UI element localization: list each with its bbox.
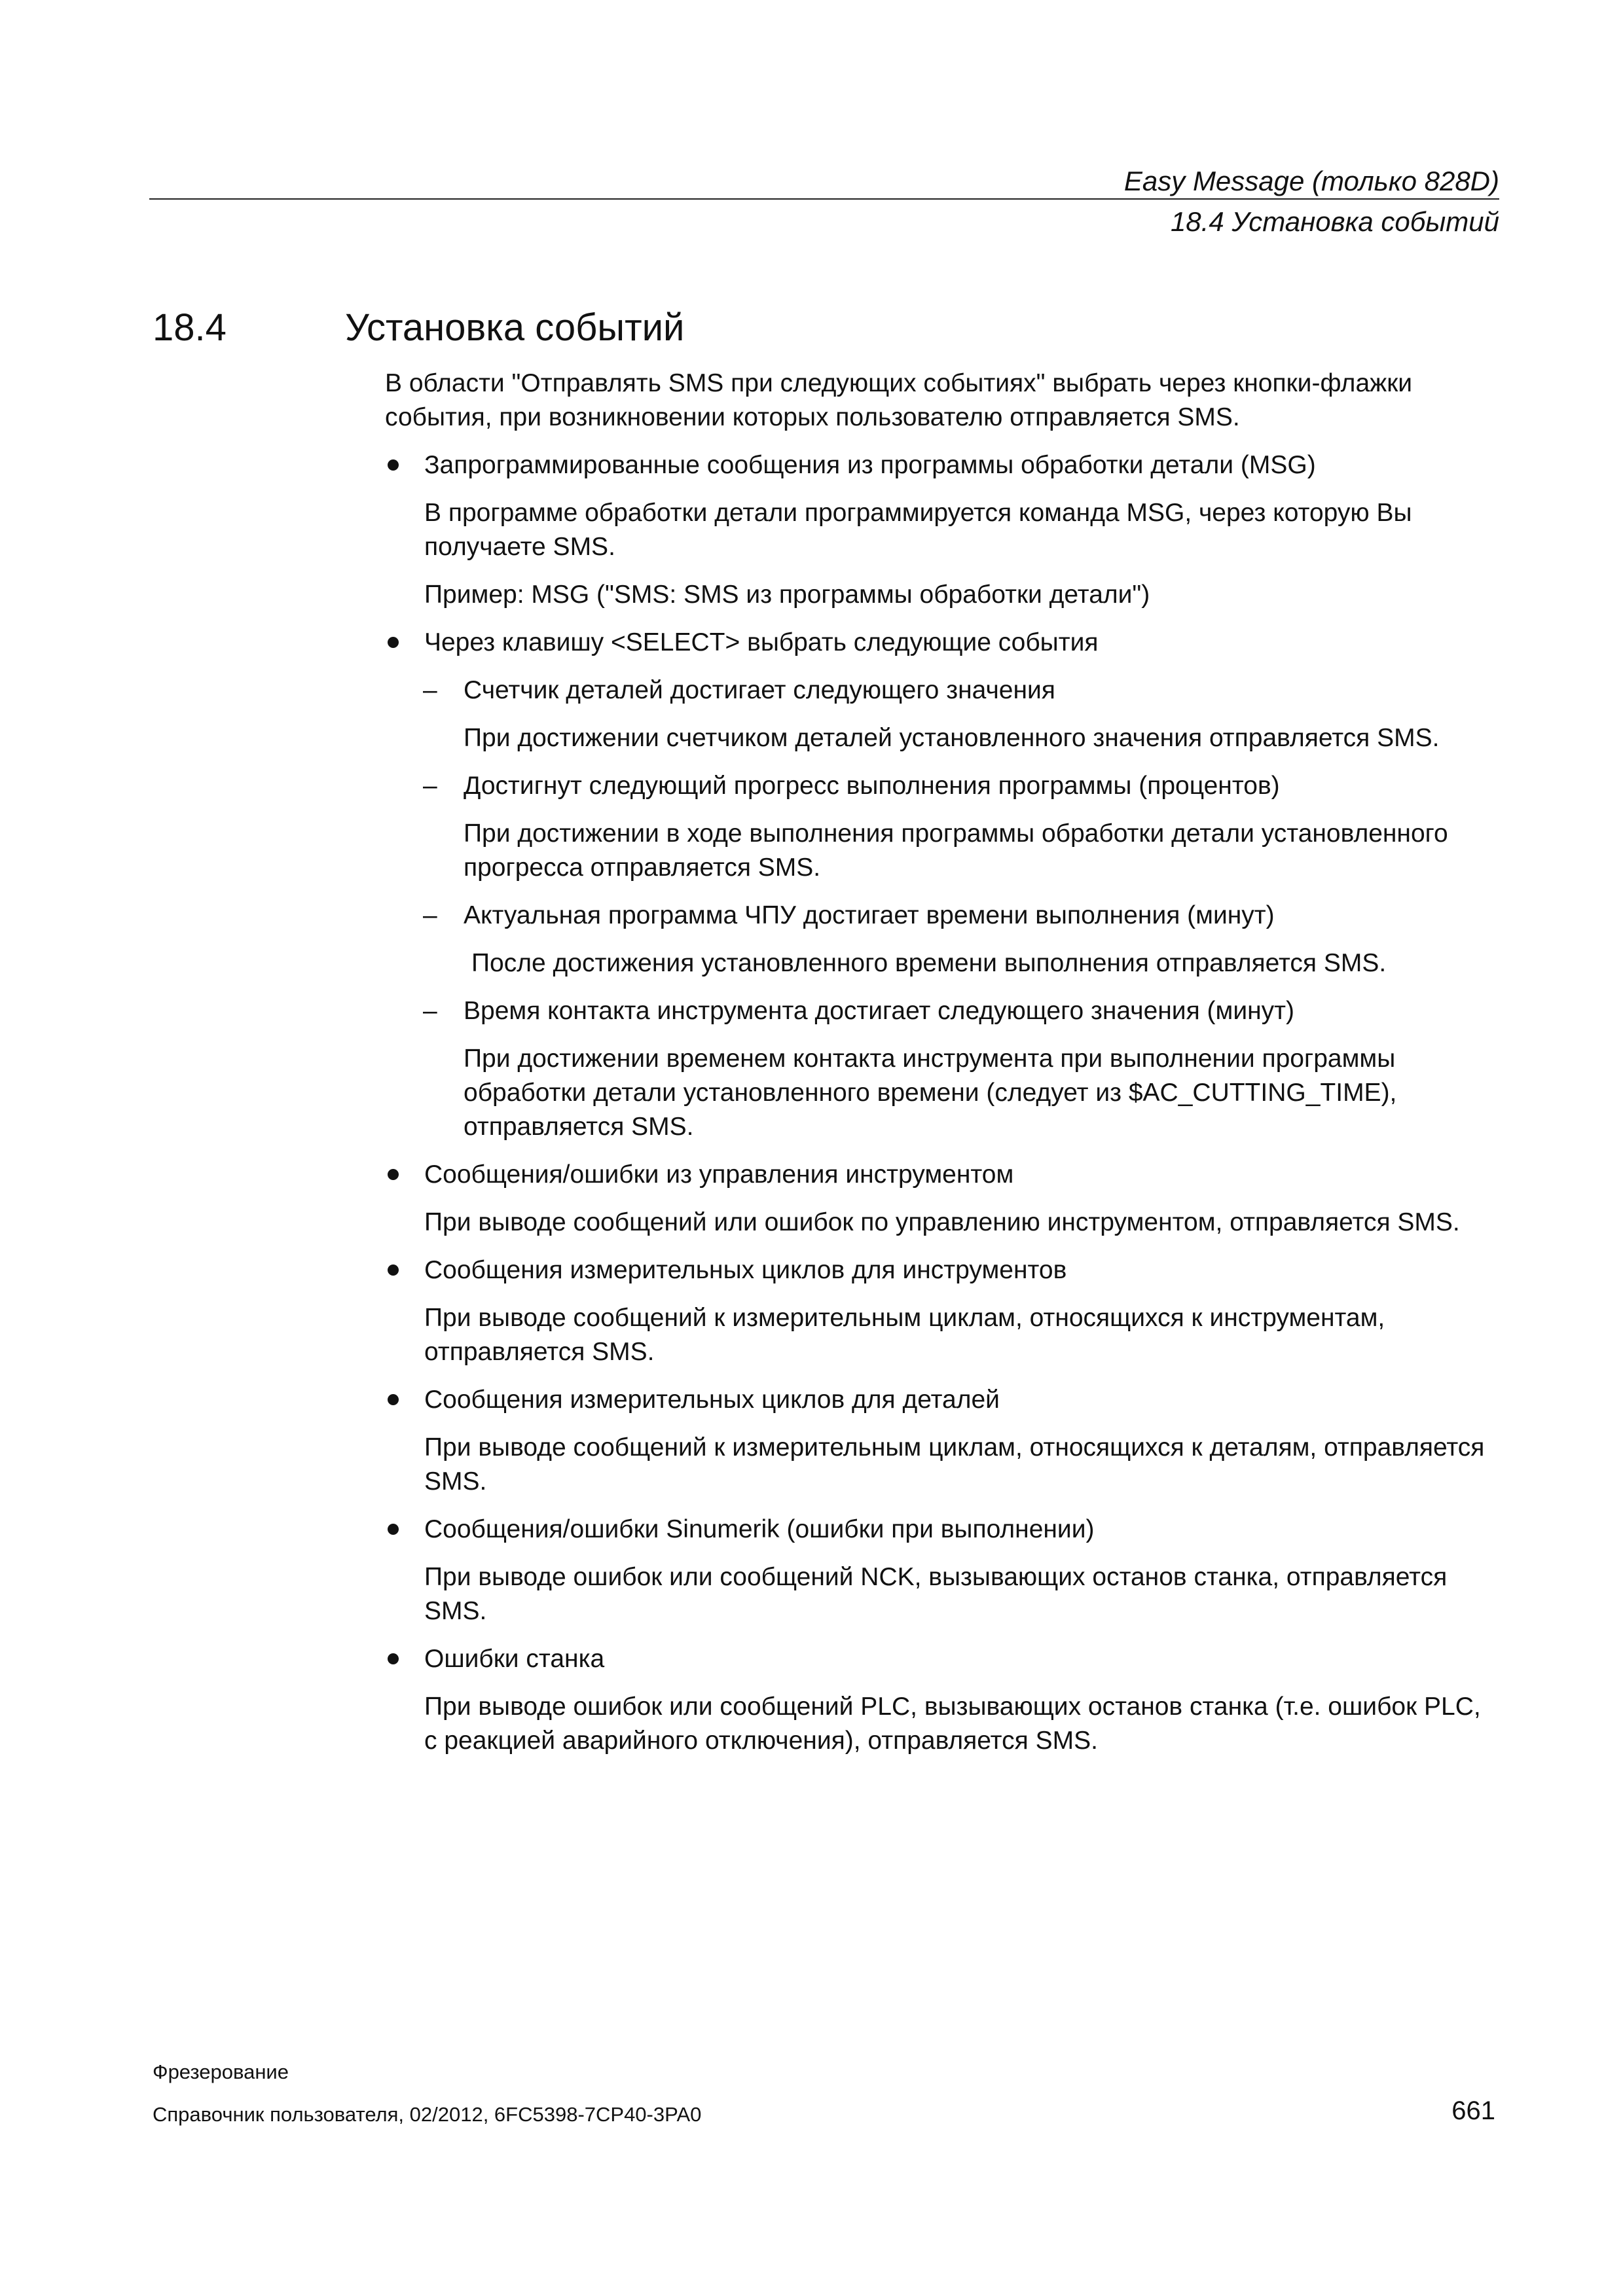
page-number: 661 (1451, 2096, 1495, 2125)
body-content (385, 367, 1498, 1772)
sub-list-item-text: При достижении в ходе выполнения программы обработки детали установленного прогресса отправляется SMS. (464, 819, 1448, 882)
list-item-label: Сообщения измерительных циклов для деталей (424, 1386, 1000, 1414)
list-item (385, 448, 1498, 482)
list-item-text: В программе обработки детали программируется команда MSG, через которую Вы получаете SMS. (424, 499, 1412, 561)
section-number: 18.4 (153, 306, 227, 349)
bullet-icon (388, 1653, 399, 1664)
list-item (385, 1253, 1498, 1287)
intro-paragraph: В области "Отправлять SMS при следующих событиях" выбрать через кнопки-флажки события, при возникновении которых пользователю отправляется SMS. (385, 369, 1413, 431)
list-item-label: Ошибки станка (424, 1645, 605, 1673)
list-item (385, 1158, 1498, 1192)
list-item-text: При выводе сообщений или ошибок по управлению инструментом, отправляется SMS. (424, 1208, 1460, 1236)
bullet-icon (388, 1169, 399, 1180)
footer-reference: Справочник пользователя, 02/2012, 6FC5398-7CP40-3PA0 (153, 2103, 702, 2126)
sub-list-item-label: Время контакта инструмента достигает следующего значения (минут) (464, 997, 1295, 1025)
sub-list-item-text: При достижении временем контакта инструмента при выполнении программы обработки детали установленного времени (следует из $AC_CUTTING_TIME), отправляется SMS. (464, 1045, 1397, 1141)
footer-book-title: Фрезерование (153, 2060, 289, 2083)
bullet-icon (388, 1394, 399, 1405)
list-item (385, 1642, 1498, 1676)
sub-list-item-text: После достижения установленного времени выполнения отправляется SMS. (471, 949, 1387, 977)
list-item-example: Пример: MSG ("SMS: SMS из программы обработки детали") (424, 581, 1150, 609)
sub-list-item-label: Актуальная программа ЧПУ достигает времени выполнения (минут) (464, 901, 1275, 929)
list-item-text: При выводе сообщений к измерительным циклам, относящихся к деталям, отправляется SMS. (424, 1433, 1485, 1496)
sub-list-item-text: При достижении счетчиком деталей установленного значения отправляется SMS. (464, 724, 1440, 752)
dash-icon: – (423, 676, 437, 704)
list-item-label: Сообщения/ошибки из управления инструментом (424, 1160, 1014, 1189)
dash-icon: – (423, 772, 437, 800)
list-item (385, 1383, 1498, 1417)
sub-list-item (385, 769, 1498, 803)
list-item (385, 1513, 1498, 1547)
list-item-label: Запрограммированные сообщения из программы обработки детали (MSG) (424, 451, 1316, 479)
dash-icon: – (423, 901, 437, 929)
section-title: Установка событий (345, 306, 685, 349)
sub-list-item-label: Достигнут следующий прогресс выполнения программы (процентов) (464, 772, 1280, 800)
list-item (385, 626, 1498, 660)
list-item-text: При выводе сообщений к измерительным циклам, относящихся к инструментам, отправляется SMS. (424, 1304, 1385, 1366)
sub-list-item (385, 673, 1498, 708)
sub-list-item (385, 899, 1498, 933)
sub-list-item (385, 994, 1498, 1028)
bullet-icon (388, 1265, 399, 1276)
list-item-label: Через клавишу <SELECT> выбрать следующие события (424, 628, 1099, 656)
bullet-icon (388, 637, 399, 648)
list-item-text: При выводе ошибок или сообщений PLC, вызывающих останов станка (т.е. ошибок PLC, с реакцией аварийного отключения), отправляется SMS. (424, 1693, 1481, 1755)
dash-icon: – (423, 997, 437, 1025)
list-item-label: Сообщения измерительных циклов для инструментов (424, 1256, 1067, 1284)
bullet-icon (388, 1524, 399, 1535)
sub-list-item-label: Счетчик деталей достигает следующего значения (464, 676, 1055, 704)
header-rule (149, 198, 1499, 200)
list-item-label: Сообщения/ошибки Sinumerik (ошибки при выполнении) (424, 1515, 1095, 1543)
bullet-icon (388, 459, 399, 471)
list-item-text: При выводе ошибок или сообщений NCK, вызывающих останов станка, отправляется SMS. (424, 1563, 1448, 1625)
running-header-subtitle: 18.4 Установка событий (1170, 206, 1499, 237)
running-header-title: Easy Message (только 828D) (1123, 166, 1499, 196)
